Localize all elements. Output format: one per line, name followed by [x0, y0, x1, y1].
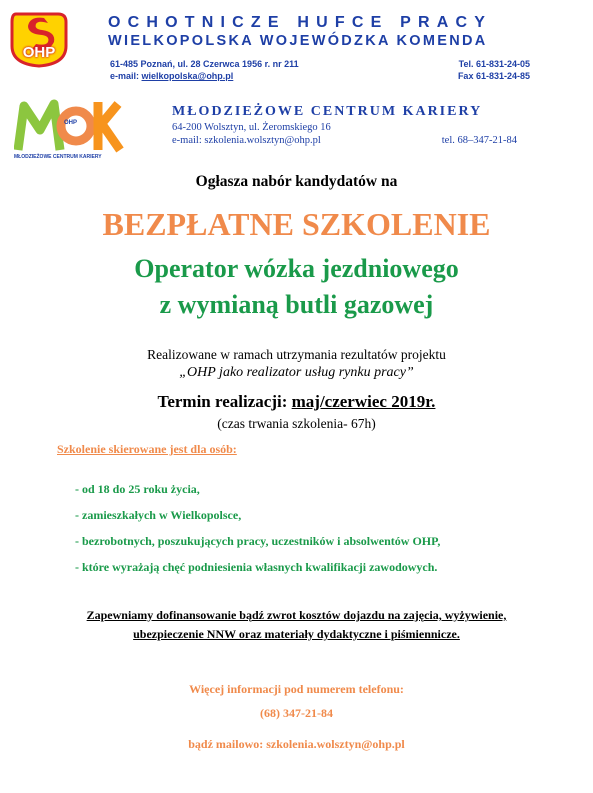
header-tel: Tel. 61-831-24-05 — [458, 59, 530, 69]
list-item: - zamieszkałych w Wielkopolsce, — [75, 508, 242, 522]
header-email-link[interactable]: wielkopolska@ohp.pl — [141, 71, 234, 81]
term-label: Termin realizacji: — [157, 392, 292, 411]
term-value: maj/czerwiec 2019r. — [291, 392, 436, 411]
intro-text: Ogłasza nabór kandydatów na — [195, 173, 398, 190]
mck-logo — [14, 98, 126, 162]
term-row — [0, 392, 593, 412]
duration: (czas trwania szkolenia- 67h) — [217, 416, 376, 431]
offer-line1: Zapewniamy dofinansowanie bądź zwrot kosztów dojazdu na zajęcia, wyżywienie, — [86, 608, 507, 622]
list-item: - które wyrażają chęć podniesienia własnych kwalifikacji zawodowych. — [75, 560, 438, 574]
project-line2: „OHP jako realizator usług rynku pracy” — [179, 365, 414, 380]
headline: BEZPŁATNE SZKOLENIE — [102, 206, 491, 242]
header-title-line2: WIELKOPOLSKA WOJEWÓDZKA KOMENDA — [108, 33, 488, 49]
course-line2: z wymianą butli gazowej — [159, 290, 434, 319]
header-address: 61-485 Poznań, ul. 28 Czerwca 1956 r. nr 211 — [110, 59, 299, 69]
mck-address — [172, 122, 517, 133]
phone-number[interactable]: (68) 347-21-84 — [260, 706, 333, 720]
mail-row — [0, 737, 593, 752]
header-address-row — [110, 59, 530, 69]
header-email-label: e-mail: — [110, 71, 142, 81]
mck-email[interactable]: e-mail: szkolenia.wolsztyn@ohp.pl — [172, 135, 321, 146]
mck-tel: tel. 68–347-21-84 — [441, 135, 517, 146]
list-item: - od 18 do 25 roku życia, — [75, 482, 200, 496]
ohp-logo-text: OHP — [22, 44, 56, 61]
course-line1: Operator wózka jezdniowego — [134, 254, 459, 283]
mck-address-text: 64-200 Wolsztyn, ul. Żeromskiego 16 — [172, 122, 331, 133]
mck-logo-caption: MŁODZIEŻOWE CENTRUM KARIERY — [14, 154, 102, 160]
target-heading: Szkolenie skierowane jest dla osób: — [57, 442, 237, 456]
header-title-line1: OCHOTNICZE HUFCE PRACY — [108, 14, 493, 31]
mail-intro: bądź mailowo: — [188, 737, 267, 751]
ohp-logo — [8, 8, 70, 70]
header-email-row — [110, 71, 530, 81]
list-item: - bezrobotnych, poszukujących pracy, uczestników i absolwentów OHP, — [75, 534, 441, 548]
header-fax: Fax 61-831-24-85 — [457, 71, 530, 81]
mail-address[interactable]: szkolenia.wolsztyn@ohp.pl — [266, 737, 405, 751]
mck-logo-icon — [14, 98, 126, 154]
offer-line2: ubezpieczenie NNW oraz materiały dydaktyczne i piśmiennicze. — [133, 627, 460, 641]
phone-intro: Więcej informacji pod numerem telefonu: — [189, 682, 404, 696]
ohp-header — [108, 14, 578, 49]
mck-contact-row — [172, 135, 517, 146]
mck-title: MŁODZIEŻOWE CENTRUM KARIERY — [172, 104, 483, 119]
project-line1: Realizowane w ramach utrzymania rezultatów projektu — [147, 347, 446, 362]
mck-logo-sub: OHP — [64, 120, 78, 126]
